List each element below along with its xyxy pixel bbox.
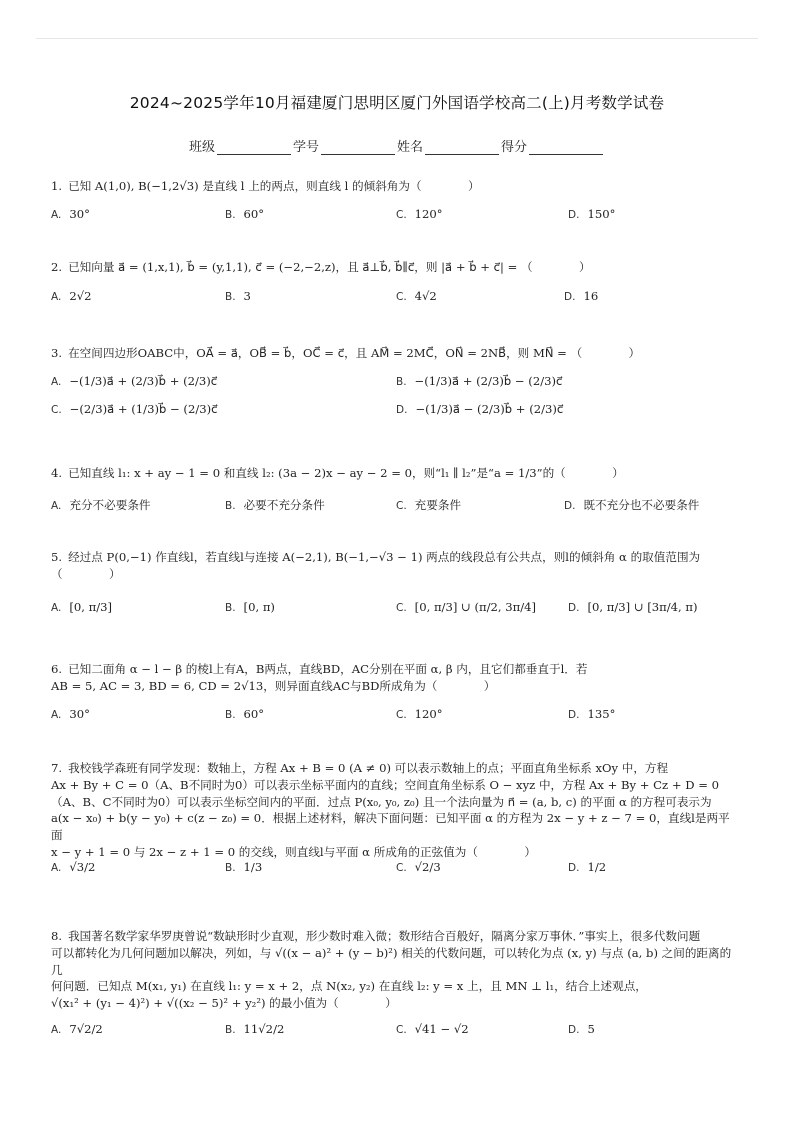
option-a[interactable]: A. −(1/3)a⃗ + (2/3)b⃗ + (2/3)c⃗: [51, 374, 218, 388]
option-c[interactable]: C. 120°: [396, 707, 443, 721]
question-3: [51, 345, 741, 362]
question-1: [51, 178, 741, 195]
option-b[interactable]: B. 11√2/2: [225, 1022, 285, 1036]
question-stem: 我校钱学森班有同学发现：数轴上，方程 Ax + B = 0 (A ≠ 0) 可以表示数轴上的点；平面直角坐标系 xOy 中，方程: [68, 761, 669, 775]
name-blank[interactable]: [425, 142, 499, 155]
question-7: [51, 760, 741, 861]
student-id-blank[interactable]: [321, 142, 395, 155]
question-stem: 已知向量 a⃗ = (1,x,1), b⃗ = (y,1,1), c⃗ = (−2,−2,z)，且 a⃗⊥b⃗, b⃗∥c⃗，则 |a⃗ + b⃗ + c⃗| = （ ）: [68, 260, 591, 274]
option-c[interactable]: C. −(2/3)a⃗ + (1/3)b⃗ − (2/3)c⃗: [51, 402, 218, 416]
header-divider: [36, 38, 758, 39]
option-b[interactable]: B. −(1/3)a⃗ + (2/3)b⃗ − (2/3)c⃗: [396, 374, 563, 388]
option-a[interactable]: A. 30°: [51, 207, 90, 221]
option-b[interactable]: B. 必要不充分条件: [225, 498, 325, 512]
score-blank[interactable]: [529, 142, 603, 155]
question-stem: 在空间四边形OABC中，OA⃗ = a⃗，OB⃗ = b⃗，OC⃗ = c⃗，且 AM⃗ = 2MC⃗，ON⃗ = 2NB⃗，则 MN⃗ = （ ）: [68, 346, 641, 360]
option-c[interactable]: C. 充要条件: [396, 498, 462, 512]
question-5: [51, 549, 741, 583]
question-number: 1.: [51, 179, 63, 193]
question-stem-line3: 何问题．已知点 M(x₁, y₁) 在直线 l₁: y = x + 2，点 N(x₂, y₂) 在直线 l₂: y = x 上，且 MN ⊥ l₁，结合上述观点，: [51, 979, 647, 994]
question-stem-line5: x − y + 1 = 0 与 2x − z + 1 = 0 的交线，则直线l与平面 α 所成角的正弦值为（ ）: [51, 844, 536, 859]
option-c[interactable]: C. 120°: [396, 207, 443, 221]
question-stem: 经过点 P(0,−1) 作直线l，若直线l与连接 A(−2,1), B(−1,−√3 − 1) 两点的线段总有公共点，则l的倾斜角 α 的取值范围为: [68, 550, 701, 564]
question-stem: 已知直线 l₁: x + ay − 1 = 0 和直线 l₂: (3a − 2)x − ay − 2 = 0，则“l₁ ∥ l₂”是“a = 1/3”的（ ）: [68, 466, 624, 480]
question-stem-line2: Ax + By + C = 0（A、B不同时为0）可以表示坐标平面内的直线；空间直角坐标系 O − xyz 中，方程 Ax + By + Cz + D = 0: [51, 777, 719, 792]
option-c[interactable]: C. 4√2: [396, 289, 437, 303]
question-8: [51, 928, 741, 1012]
question-number: 7.: [51, 761, 63, 775]
question-stem: 我国著名数学家华罗庚曾说“数缺形时少直观，形少数时难入微；数形结合百般好，隔离分家万事休．”事实上，很多代数问题: [68, 929, 701, 943]
option-c[interactable]: C. √2/3: [396, 860, 441, 874]
option-a[interactable]: A. 30°: [51, 707, 90, 721]
option-d[interactable]: D. 150°: [568, 207, 616, 221]
option-d[interactable]: D. 既不充分也不必要条件: [564, 498, 700, 512]
option-b[interactable]: B. [0, π): [225, 600, 275, 614]
question-2: [51, 259, 741, 276]
question-stem: 已知 A(1,0), B(−1,2√3) 是直线 l 上的两点，则直线 l 的倾斜角为（ ）: [68, 179, 480, 193]
option-d[interactable]: D. 16: [564, 289, 599, 303]
option-c[interactable]: C. √41 − √2: [396, 1022, 469, 1036]
option-a[interactable]: A. 充分不必要条件: [51, 498, 151, 512]
score-field: 得分: [501, 136, 605, 155]
option-b[interactable]: B. 60°: [225, 707, 265, 721]
question-number: 5.: [51, 550, 63, 564]
student-id-field: 学号: [293, 136, 397, 155]
option-b[interactable]: B. 3: [225, 289, 251, 303]
option-d[interactable]: D. −(1/3)a⃗ − (2/3)b⃗ + (2/3)c⃗: [396, 402, 564, 416]
question-stem-line4: a(x − x₀) + b(y − y₀) + c(z − z₀) = 0．根据上述材料，解决下面问题：已知平面 α 的方程为 2x − y + z − 7 = 0，直线l是两平面: [51, 811, 730, 843]
question-number: 8.: [51, 929, 63, 943]
option-a[interactable]: A. √3/2: [51, 860, 96, 874]
name-field: 姓名: [397, 136, 501, 155]
question-stem-line3: （A、B、C不同时为0）可以表示坐标空间内的平面．过点 P(x₀, y₀, z₀) 且一个法向量为 n⃗ = (a, b, c) 的平面 α 的方程可表示为: [51, 794, 712, 809]
question-number: 6.: [51, 662, 63, 676]
question-stem-line4: √(x₁² + (y₁ − 4)²) + √((x₂ − 5)² + y₂²) 的最小值为（ ）: [51, 996, 397, 1011]
question-number: 3.: [51, 346, 63, 360]
question-6: [51, 661, 741, 695]
question-number: 4.: [51, 466, 63, 480]
question-number: 2.: [51, 260, 63, 274]
option-a[interactable]: A. 7√2/2: [51, 1022, 103, 1036]
class-blank[interactable]: [217, 142, 291, 155]
class-field: 班级: [189, 136, 293, 155]
question-stem-line2: （ ）: [51, 566, 121, 581]
option-c[interactable]: C. [0, π/3] ∪ (π/2, 3π/4]: [396, 600, 537, 614]
question-stem-line2: 可以都转化为几何问题加以解决，列如，与 √((x − a)² + (y − b)²) 相关的代数问题，可以转化为点 (x, y) 与点 (a, b) 之间的距离的几: [51, 945, 732, 977]
option-d[interactable]: D. [0, π/3] ∪ [3π/4, π): [568, 600, 698, 614]
option-a[interactable]: A. [0, π/3]: [51, 600, 113, 614]
option-d[interactable]: D. 5: [568, 1022, 595, 1036]
question-stem: 已知二面角 α − l − β 的棱l上有A，B两点，直线BD，AC分别在平面 α, β 内，且它们都垂直于l．若: [68, 662, 588, 676]
option-a[interactable]: A. 2√2: [51, 289, 92, 303]
option-d[interactable]: D. 1/2: [568, 860, 607, 874]
student-info-row: [0, 136, 794, 155]
question-4: [51, 465, 741, 482]
question-stem-line2: AB = 5, AC = 3, BD = 6, CD = 2√13，则异面直线AC与BD所成角为（ ）: [51, 678, 496, 693]
option-b[interactable]: B. 1/3: [225, 860, 263, 874]
exam-title: 2024~2025学年10月福建厦门思明区厦门外国语学校高二(上)月考数学试卷: [129, 94, 665, 112]
option-b[interactable]: B. 60°: [225, 207, 265, 221]
option-d[interactable]: D. 135°: [568, 707, 616, 721]
